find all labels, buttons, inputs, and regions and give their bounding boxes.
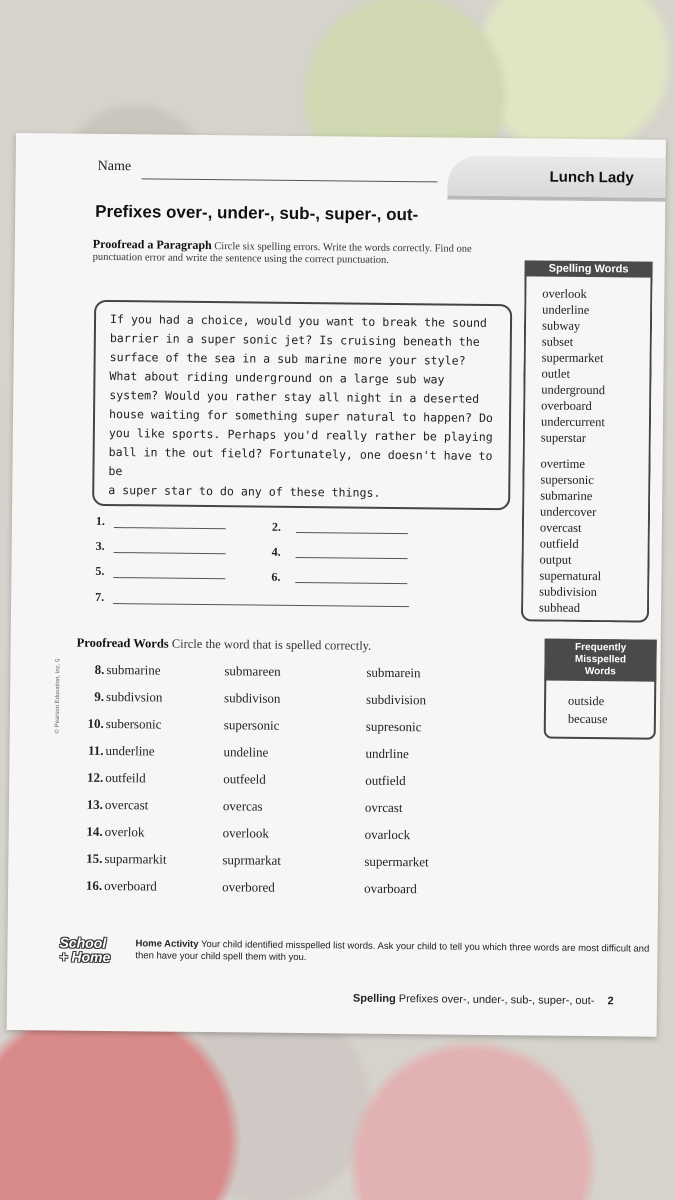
- frequently-misspelled-heading-line: Misspelled: [574, 653, 627, 666]
- spelling-word: undercover: [539, 504, 597, 520]
- answer-blank-3[interactable]: [114, 552, 226, 554]
- word-choice-a[interactable]: submarine: [106, 661, 161, 678]
- word-choice-b[interactable]: outfeeld: [223, 771, 266, 787]
- spelling-word: supermarket: [541, 350, 604, 366]
- spelling-word: overboard: [541, 398, 592, 414]
- answer-number-2: 2.: [271, 519, 281, 534]
- spelling-words-heading: Spelling Words: [525, 260, 653, 277]
- copyright-notice: © Pearson Education, Inc. 5: [54, 658, 62, 734]
- word-choice-a[interactable]: overlok: [104, 823, 145, 840]
- spelling-word: supersonic: [540, 472, 594, 488]
- frequently-misspelled-heading: [544, 639, 656, 682]
- word-choice-a[interactable]: underline: [105, 742, 155, 759]
- spelling-word: output: [539, 552, 572, 567]
- answer-blank-6[interactable]: [295, 582, 407, 584]
- word-choice-c[interactable]: outfield: [365, 772, 406, 789]
- proofread-paragraph-instructions: [93, 238, 513, 268]
- page-title: Prefixes over-, under-, sub-, super-, out-: [95, 201, 419, 225]
- answer-number-4: 4.: [271, 544, 281, 559]
- word-choice-a[interactable]: subdivsion: [106, 688, 163, 705]
- answer-number-5: 5.: [95, 563, 105, 578]
- word-choice-c[interactable]: submarein: [366, 664, 421, 681]
- item-number: 11.: [87, 742, 104, 758]
- item-number: 10.: [87, 715, 104, 731]
- word-choice-a[interactable]: subersonic: [105, 715, 162, 732]
- spelling-word: overcast: [539, 520, 582, 535]
- paragraph-line: ball in the out field? Fortunately, one doesn't have to be: [108, 444, 493, 479]
- frequently-misspelled-heading-line: Frequently: [575, 641, 627, 654]
- word-choice-c[interactable]: supermarket: [364, 853, 429, 870]
- word-choice-a[interactable]: overboard: [104, 877, 157, 894]
- word-choice-a[interactable]: overcast: [104, 796, 149, 813]
- spelling-word: undercurrent: [540, 414, 605, 430]
- page-footer: [353, 993, 614, 1008]
- word-choice-b[interactable]: suprmarkat: [222, 852, 281, 868]
- paragraph-line: surface of the sea in a sub marine more your style?: [109, 349, 466, 368]
- answer-blank-1[interactable]: [114, 527, 226, 529]
- paragraph-line: barrier in a super sonic jet? Is cruising beneath the: [109, 330, 480, 349]
- spelling-words-list: [539, 286, 606, 617]
- answer-number-1: 1.: [95, 513, 106, 528]
- item-number: 12.: [86, 769, 104, 785]
- spelling-word: subway: [541, 318, 581, 333]
- list-item: because: [567, 711, 608, 727]
- paragraph-text: [108, 310, 500, 504]
- spelling-word: subdivision: [539, 584, 597, 600]
- answer-number-6: 6.: [271, 569, 281, 584]
- word-choice-c[interactable]: ovrcast: [364, 799, 403, 816]
- word-choice-c[interactable]: subdivision: [366, 691, 427, 708]
- word-choice-a[interactable]: outfeild: [105, 769, 146, 786]
- answer-blank-7[interactable]: [113, 603, 409, 607]
- word-choice-c[interactable]: supresonic: [365, 718, 422, 735]
- school-home-logo-line: + Home: [59, 948, 111, 966]
- proofread-paragraph-heading: Proofread a Paragraph: [92, 236, 212, 253]
- frequently-misspelled-list: [568, 692, 608, 728]
- spelling-word: superstar: [540, 430, 587, 445]
- spelling-word: supernatural: [539, 568, 602, 584]
- item-number: 8.: [94, 661, 105, 677]
- item-number: 16.: [85, 877, 103, 893]
- paragraph-line: If you had a choice, would you want to break the sound: [109, 311, 488, 330]
- answer-blank-5[interactable]: [113, 577, 225, 579]
- name-line: [142, 178, 438, 182]
- frequently-misspelled-heading-line: Words: [584, 665, 616, 678]
- spelling-word: subset: [541, 334, 574, 349]
- word-choice-b[interactable]: overbored: [222, 879, 275, 895]
- word-choice-b[interactable]: overlook: [222, 825, 269, 841]
- name-label: Name: [97, 158, 132, 175]
- item-number: 9.: [94, 688, 105, 704]
- spelling-word: subhead: [538, 600, 581, 615]
- word-choice-c[interactable]: ovarlock: [364, 826, 411, 843]
- spelling-word: overtime: [540, 456, 586, 471]
- paragraph-box: [92, 300, 512, 510]
- answer-number-3: 3.: [95, 538, 105, 553]
- home-activity-label: Home Activity: [135, 938, 199, 950]
- worksheet-page: [7, 133, 666, 1037]
- word-choice-b[interactable]: supersonic: [223, 717, 280, 733]
- word-choice-b[interactable]: submareen: [224, 663, 281, 679]
- word-choice-b[interactable]: subdivison: [224, 690, 281, 706]
- spelling-word: underline: [542, 302, 590, 318]
- list-item: outside: [568, 693, 605, 709]
- page-number: 2: [607, 995, 614, 1008]
- spelling-word: outlet: [541, 366, 571, 381]
- paragraph-line: system? Would you rather stay all night in a deserted: [109, 387, 480, 406]
- proofread-paragraph-text: Circle six spelling errors. Write the words correctly. Find one punctuation error and write the sentence using the correct punctuation.: [92, 241, 472, 266]
- answer-blank-2[interactable]: [296, 532, 408, 534]
- footer-label: Spelling: [352, 992, 396, 1006]
- paragraph-line: you like sports. Perhaps you'd really rather be playing: [108, 425, 493, 445]
- paragraph-line: a super star to do any of these things.: [108, 482, 381, 500]
- word-choice-a[interactable]: suparmarkit: [104, 850, 167, 867]
- word-choice-b[interactable]: overcas: [222, 798, 263, 814]
- paragraph-line: What about riding underground on a large sub way: [109, 368, 445, 387]
- home-activity-text: Your child identified misspelled list words. Ask your child to tell you which three words are most difficult and then have your child spell them with you.: [135, 938, 650, 964]
- story-title: Lunch Lady: [549, 168, 634, 187]
- proofread-words-title: [77, 636, 372, 654]
- paragraph-line: house waiting for something super natural to happen? Do: [108, 406, 494, 426]
- item-number: 15.: [86, 850, 103, 866]
- item-number: 13.: [86, 796, 104, 812]
- spelling-word: underground: [541, 382, 606, 398]
- word-choice-b[interactable]: undeline: [223, 744, 269, 760]
- footer-text: Prefixes over-, under-, sub-, super-, out-: [398, 993, 595, 1008]
- answer-number-7: 7.: [95, 589, 105, 604]
- spelling-word: submarine: [540, 488, 593, 504]
- answer-blank-4[interactable]: [296, 557, 408, 559]
- school-home-logo-line: School: [59, 934, 107, 951]
- spelling-word: overlook: [542, 286, 587, 301]
- school-home-logo: [59, 936, 123, 971]
- proofread-words-instructions: Circle the word that is spelled correctly.: [171, 636, 372, 653]
- spelling-word: outfield: [539, 536, 579, 551]
- proofread-words-heading: Proofread Words: [76, 635, 169, 651]
- word-choice-c[interactable]: ovarboard: [364, 880, 417, 897]
- item-number: 14.: [86, 823, 103, 839]
- home-activity-note: [135, 938, 655, 967]
- word-choice-c[interactable]: undrline: [365, 745, 409, 762]
